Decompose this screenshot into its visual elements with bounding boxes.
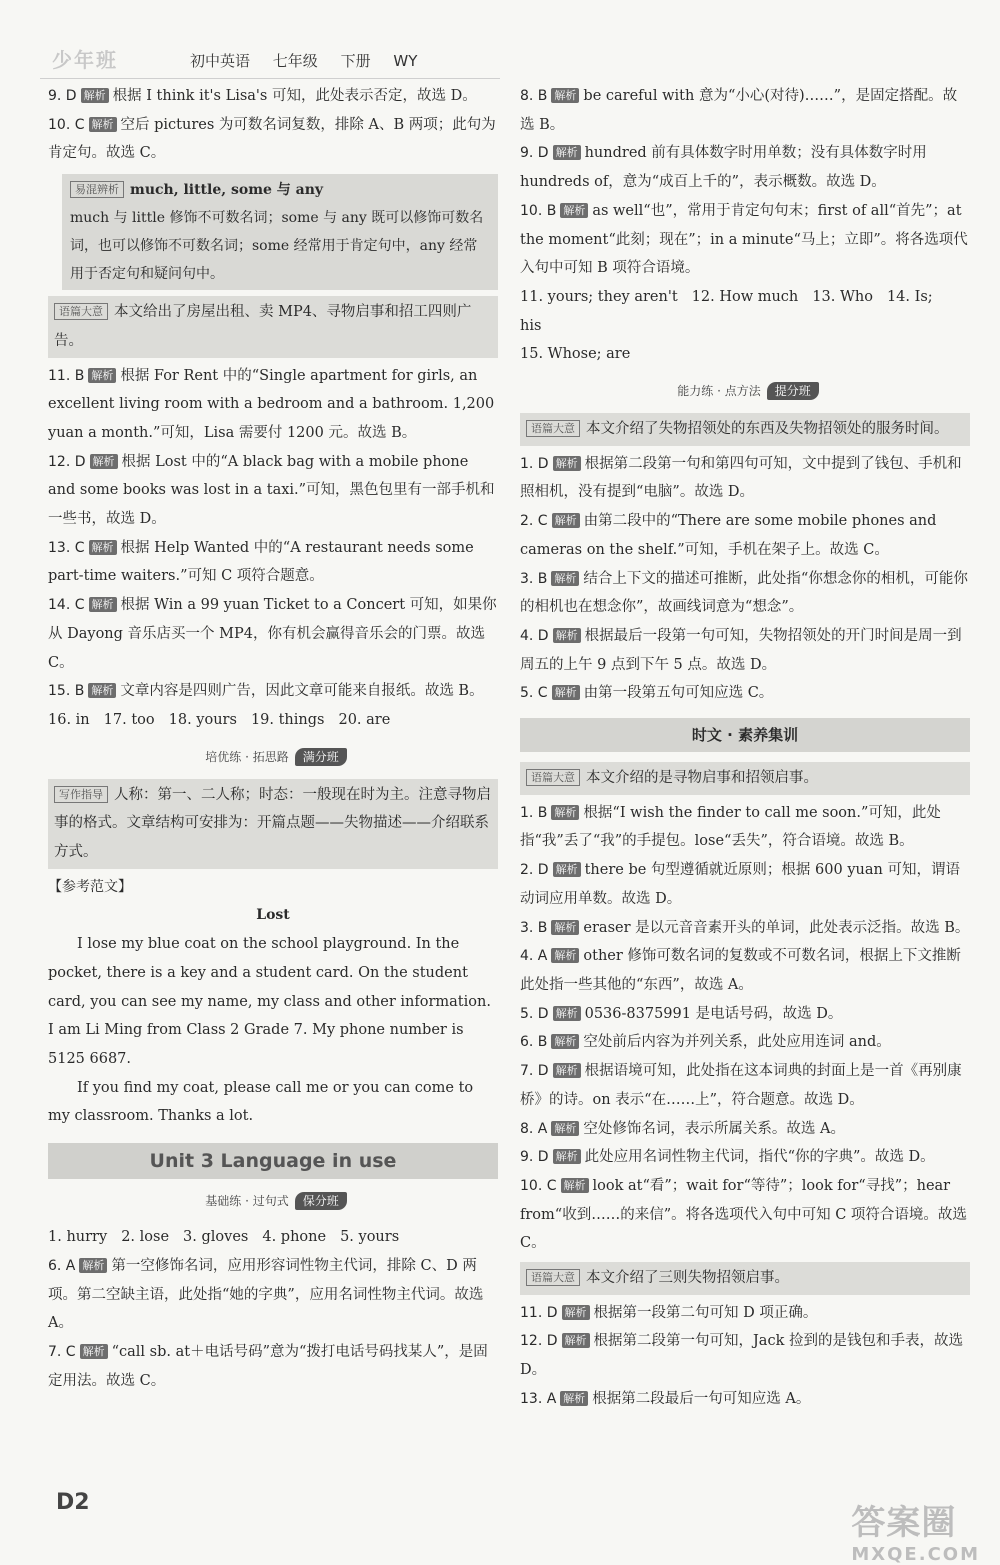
answer-item: 11. B 解析 根据 For Rent 中的“Single apartment for girls, an excellent living room with a bedroom and a bathroom. 1,200 yuan a month.”可知，Lisa 需要付 1200 元。故选 B。 bbox=[48, 367, 495, 441]
answer-item: 1. B 解析 根据“I wish the finder to call me soon.”可知，此处指“我”丢了“我”的手提包。lose“丢失”，符合语境。故选 B。 bbox=[520, 804, 941, 850]
grade: 七年级 bbox=[272, 52, 318, 70]
answer-item: 1. D 解析 根据第二段第一句和第四句可知，文中提到了钱包、手机和照相机，没有提到“电脑”。故选 D。 bbox=[520, 455, 962, 501]
answer-item: 6. B 解析 空处前后内容为并列关系，此处应用连词 and。 bbox=[520, 1034, 891, 1051]
answer-item: 7. D 解析 根据语境可知，此处指在这本词典的封面上是一首《再别康桥》的诗。on 表示“在……上”，符合题意。故选 D。 bbox=[520, 1063, 962, 1108]
answer-item: 15. B 解析 文章内容是四则广告，因此文章可能来自报纸。故选 B。 bbox=[48, 683, 484, 700]
writing-tag: 写作指导 bbox=[54, 786, 108, 803]
answer-item: 8. B 解析 be careful with 意为“小心(对待)……”，是固定搭配。故选 B。 bbox=[520, 88, 958, 133]
watermark-logo: 答案圈 MXQE.COM bbox=[851, 1503, 980, 1565]
answer-item: 3. B 解析 结合上下文的描述可推断，此处指“你想念你的相机，可能你的相机也在想念你”，故画线词意为“想念”。 bbox=[520, 570, 968, 616]
summary-tag: 语篇大意 bbox=[54, 303, 108, 320]
fill-answers: 15. Whose; are bbox=[520, 346, 631, 363]
answer-item: 9. D 解析 根据 I think it's Lisa's 可知，此处表示否定，故选 D。 bbox=[48, 88, 477, 104]
answer-item: 12. D 解析 根据 Lost 中的“A black bag with a mobile phone and some books was lost in a taxi.”可知，黑色包里有一部手机和一些书，故选 D。 bbox=[48, 453, 495, 528]
essay-title: Lost bbox=[256, 907, 290, 924]
section-banner: 培优练 · 拓思路 满分班 bbox=[48, 743, 498, 771]
header-info bbox=[190, 50, 431, 71]
summary-block: 语篇大意 本文介绍的是寻物启事和招领启事。 bbox=[520, 762, 970, 795]
answer-item: 2. C 解析 由第二段中的“There are some mobile phones and cameras on the shelf.”可知，手机在架子上。故选 C。 bbox=[520, 513, 937, 558]
answer-item: 5. D 解析 0536-8375991 是电话号码，故选 D。 bbox=[520, 1005, 843, 1022]
section-banner: 能力练 · 点方法 提分班 bbox=[520, 377, 970, 405]
essay-paragraph: If you find my coat, please call me or you can come to my classroom. Thanks a lot. bbox=[48, 1079, 474, 1125]
brand-logo: 少年班 bbox=[52, 48, 118, 72]
answer-item: 4. A 解析 other 修饰可数名词的复数或不可数名词，根据上下文推断此处指一些其他的“东西”，故选 A。 bbox=[520, 948, 961, 993]
level-badge: 满分班 bbox=[295, 748, 347, 766]
answer-item: 14. C 解析 根据 Win a 99 yuan Ticket to a Concert 可知，如果你从 Dayong 音乐店买一个 MP4，你有机会赢得音乐会的门票。故选 C。 bbox=[48, 597, 497, 671]
answer-item: 10. C 解析 look at“看”；wait for“等待”；look for“寻找”；hear from“收到……的来信”。将各选项代入句中可知 C 项符合语境。故选 C。 bbox=[520, 1177, 967, 1252]
answer-item: 6. A 解析 第一空修饰名词，应用形容词性物主代词，排除 C、D 两项。第二空缺主语，此处指“她的字典”，应用名词性物主代词。故选 A。 bbox=[48, 1257, 484, 1332]
summary-block: 语篇大意 本文介绍了三则失物招领启事。 bbox=[520, 1262, 970, 1295]
subject: 初中英语 bbox=[190, 52, 251, 70]
unit-title: Unit 3 Language in use bbox=[48, 1143, 498, 1179]
reference-label: 【参考范文】 bbox=[48, 878, 132, 895]
level-badge: 提分班 bbox=[767, 382, 819, 400]
answer-item: 13. C 解析 根据 Help Wanted 中的“A restaurant needs some part-time waiters.”可知 C 项符合题意。 bbox=[48, 539, 474, 585]
fill-answers: 1. hurry 2. lose 3. gloves 4. phone 5. yours bbox=[48, 1229, 400, 1246]
section-banner: 基础练 · 过句式 保分班 bbox=[48, 1187, 498, 1215]
answer-item: 11. D 解析 根据第一段第二句可知 D 项正确。 bbox=[520, 1304, 818, 1321]
answer-item: 5. C 解析 由第一段第五句可知应选 C。 bbox=[520, 685, 774, 702]
writing-guide: 写作指导 人称：第一、二人称；时态：一般现在时为主。注意寻物启事的格式。文章结构可安排为：开篇点题——失物描述——介绍联系方式。 bbox=[48, 779, 498, 869]
section-title: 时文 · 素养集训 bbox=[520, 718, 970, 752]
essay-paragraph: I lose my blue coat on the school playground. In the pocket, there is a key and a student card. On the student card, you can see my name, my class and other information. I am Li Ming from Class 2 Grade 7. My phone number is 5125 6687. bbox=[48, 936, 491, 1067]
page-number: D2 bbox=[56, 1490, 90, 1515]
edition: WY bbox=[393, 52, 418, 70]
answer-item: 12. D 解析 根据第二段第一句可知，Jack 捡到的是钱包和手表，故选 D。 bbox=[520, 1333, 963, 1379]
right-column bbox=[520, 82, 970, 1414]
summary-block: 语篇大意 本文介绍了失物招领处的东西及失物招领处的服务时间。 bbox=[520, 413, 970, 446]
fill-answers: 16. in 17. too 18. yours 19. things 20. are bbox=[48, 711, 391, 728]
answer-item: 10. C 解析 空后 pictures 为可数名词复数，排除 A、B 两项；此句为肯定句。故选 C。 bbox=[48, 116, 496, 162]
answer-item: 13. A 解析 根据第二段最后一句可知应选 A。 bbox=[520, 1390, 811, 1407]
answer-item: 7. C 解析 “call sb. at＋电话号码”意为“拨打电话号码找某人”，是固定用法。故选 C。 bbox=[48, 1343, 488, 1389]
answer-item: 8. A 解析 空处修饰名词，表示所属关系。故选 A。 bbox=[520, 1120, 845, 1137]
confusion-note: 易混辨析 much, little, some 与 any much 与 little 修饰不可数名词；some 与 any 既可以修饰可数名词，也可以修饰不可数名词；some 经常用于肯定句中，any 经常用于否定句和疑问句中。 bbox=[62, 174, 498, 290]
answer-item: 9. D 解析 hundred 前有具体数字时用单数；没有具体数字时用 hundreds of，意为“成百上千的”，表示概数。故选 D。 bbox=[520, 145, 927, 191]
answer-item: 9. D 解析 此处应用名词性物主代词，指代“你的字典”。故选 D。 bbox=[520, 1149, 935, 1166]
analysis-tag: 解析 bbox=[89, 117, 117, 132]
answer-item: 2. D 解析 there be 句型遵循就近原则；根据 600 yuan 可知，谓语动词应用单数。故选 D。 bbox=[520, 862, 960, 907]
term: 下册 bbox=[340, 52, 371, 70]
fill-answers: 11. yours; they aren't 12. How much 13. Who 14. Is; his bbox=[520, 288, 933, 334]
page-header bbox=[0, 0, 1000, 82]
essay bbox=[48, 901, 498, 1131]
level-badge: 保分班 bbox=[295, 1192, 347, 1210]
analysis-tag: 解析 bbox=[81, 88, 109, 103]
left-column bbox=[48, 82, 498, 1395]
answer-item: 10. B 解析 as well“也”，常用于肯定句句末；first of all“首先”；at the moment“此刻；现在”；in a minute“马上；立即”。将各选项代入句中可知 B 项符合语境。 bbox=[520, 202, 968, 277]
answer-item: 3. B 解析 eraser 是以元音音素开头的单词，此处表示泛指。故选 B。 bbox=[520, 919, 970, 936]
summary-block: 语篇大意 本文给出了房屋出租、卖 MP4、寻物启事和招工四则广告。 bbox=[48, 296, 498, 357]
answer-item: 4. D 解析 根据最后一段第一句可知，失物招领处的开门时间是周一到周五的上午 9 点到下午 5 点。故选 D。 bbox=[520, 627, 962, 673]
confusion-tag: 易混辨析 bbox=[70, 181, 124, 198]
